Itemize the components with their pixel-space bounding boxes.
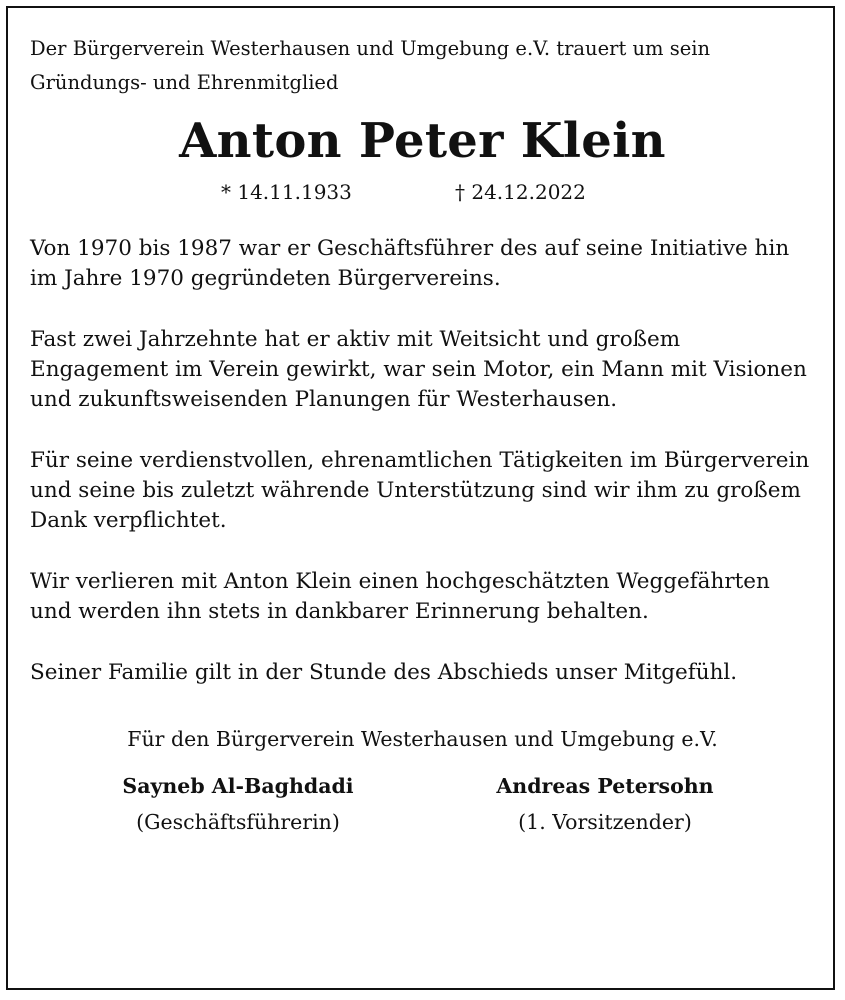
signer-role: (Geschäftsführerin) — [136, 810, 340, 834]
signer-chairman — [470, 768, 740, 840]
paragraph-engagement: Fast zwei Jahrzehnte hat er aktiv mit Weitsicht und großem Engagement im Verein gewirkt, war sein Motor, ein Mann mit Visionen und zukunftsweisenden Planungen für Westerhausen. — [30, 327, 807, 412]
obituary-notice — [30, 32, 815, 838]
on-behalf-line: Für den Bürgerverein Westerhausen und Umgebung e.V. — [127, 727, 718, 751]
paragraph-remembrance: Wir verlieren mit Anton Klein einen hochgeschätzten Weggefährten und werden ihn stets in dankbarer Erinnerung behalten. — [30, 569, 770, 624]
signer-name: Sayneb Al-Baghdadi — [122, 774, 354, 798]
birth-date: * 14.11.1933 — [221, 180, 352, 204]
paragraph-condolence: Seiner Familie gilt in der Stunde des Abschieds unser Mitgefühl. — [30, 660, 738, 685]
signatures — [30, 768, 815, 838]
signer-managing-director — [110, 768, 366, 840]
deceased-name: Anton Peter Klein — [179, 113, 666, 169]
life-dates — [30, 180, 815, 216]
signer-name: Andreas Petersohn — [496, 774, 714, 798]
paragraph-gratitude: Für seine verdienstvollen, ehrenamtlichen Tätigkeiten im Bürgerverein und seine bis zuletzt währende Unterstützung sind wir ihm zu großem Dank verpflichtet. — [30, 448, 810, 533]
signer-role: (1. Vorsitzender) — [518, 810, 692, 834]
intro-text: Der Bürgerverein Westerhausen und Umgebung e.V. trauert um sein Gründungs- und Ehrenmitglied — [30, 37, 711, 94]
paragraph-career: Von 1970 bis 1987 war er Geschäftsführer des auf seine Initiative hin im Jahre 1970 gegründeten Bürgervereins. — [30, 236, 790, 291]
death-date: † 24.12.2022 — [455, 180, 586, 204]
